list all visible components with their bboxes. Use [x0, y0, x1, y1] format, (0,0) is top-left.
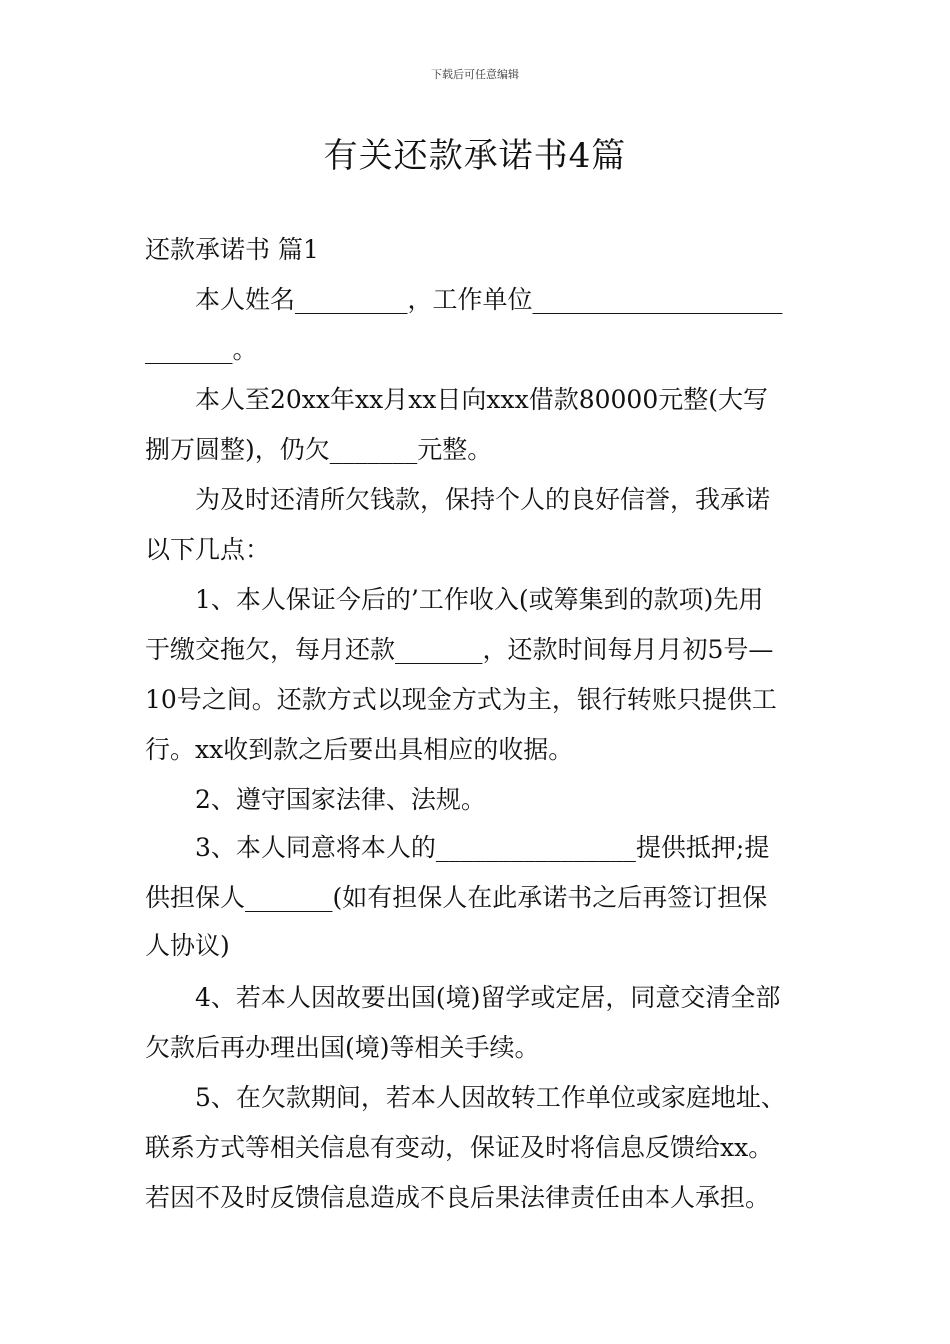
paragraph-line: 以下几点：	[145, 535, 271, 564]
paragraph-line: 于缴交拖欠，每月还款_______，还款时间每月月初5号—	[145, 635, 774, 664]
document-title: 有关还款承诺书4篇	[323, 136, 627, 176]
paragraph-line: 5、在欠款期间，若本人因故转工作单位或家庭地址、	[195, 1083, 786, 1112]
paragraph-line: 4、若本人因故要出国(境)留学或定居，同意交清全部	[195, 983, 781, 1012]
paragraph-line: 联系方式等相关信息有变动，保证及时将信息反馈给xx。	[145, 1133, 774, 1162]
paragraph-line: 2、遵守国家法律、法规。	[195, 785, 486, 814]
page-header: 下载后可任意编辑	[431, 68, 519, 81]
paragraph-line: 捌万圆整)，仍欠_______元整。	[145, 435, 493, 464]
paragraph-line: 1、本人保证今后的’工作收入(或筹集到的款项)先用	[195, 585, 764, 614]
paragraph-line: 本人至20xx年xx月xx日向xxx借款80000元整(大写	[195, 385, 768, 414]
paragraph-line: 欠款后再办理出国(境)等相关手续。	[145, 1033, 540, 1062]
paragraph-line: 本人姓名_________，工作单位____________________	[195, 285, 783, 314]
section-heading: 还款承诺书 篇1	[145, 235, 319, 264]
paragraph-line: 10号之间。还款方式以现金方式为主，银行转账只提供工	[145, 685, 777, 714]
paragraph-line: 若因不及时反馈信息造成不良后果法律责任由本人承担。	[145, 1183, 771, 1212]
paragraph-line: 行。xx收到款之后要出具相应的收据。	[145, 735, 574, 764]
paragraph-line: 3、本人同意将本人的________________提供抵押;提	[195, 833, 770, 862]
paragraph-line: 为及时还清所欠钱款，保持个人的良好信誉，我承诺	[195, 485, 771, 514]
paragraph-line: 人协议)	[145, 931, 230, 960]
paragraph-line: 供担保人_______(如有担保人在此承诺书之后再签订担保	[145, 883, 768, 912]
paragraph-line: _______。	[145, 335, 258, 364]
